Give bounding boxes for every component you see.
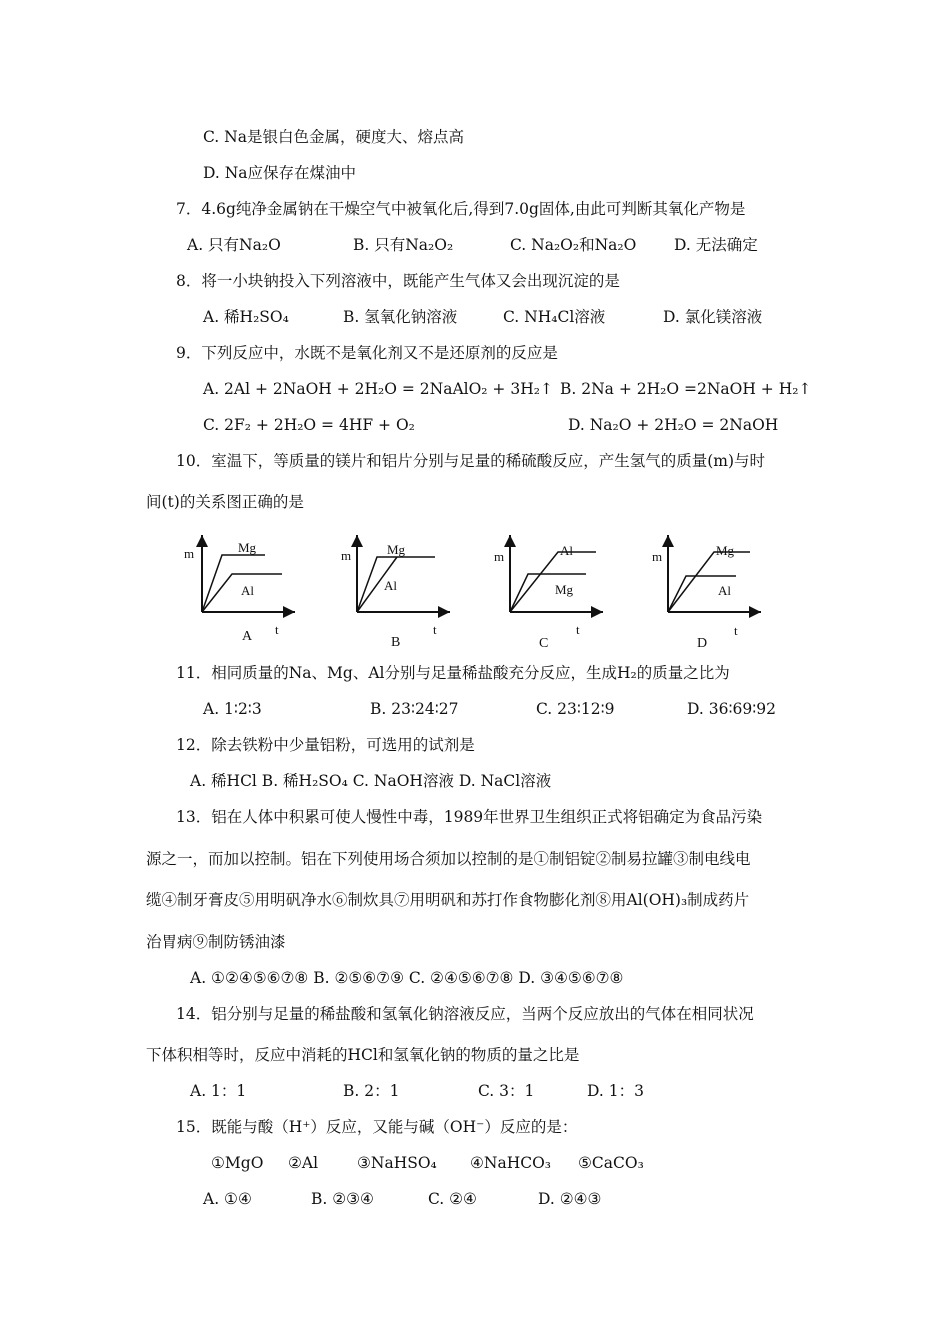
q11-option-d: D. 36∶69∶92 [687, 700, 776, 718]
graph-b [335, 530, 475, 655]
q9-option-a: A. 2Al + 2NaOH + 2H₂O = 2NaAlO₂ + 3H₂↑ [203, 380, 553, 398]
q8-option-c: C. NH₄Cl溶液 [503, 308, 606, 326]
q12-stem: 12．除去铁粉中少量铝粉，可选用的试剂是 [176, 736, 475, 754]
q15-item-5: ⑤CaCO₃ [578, 1154, 644, 1172]
graph-option-label: A [242, 629, 253, 644]
q14-option-a: A. 1：1 [190, 1082, 247, 1100]
curve-upper-label: Mg [387, 542, 406, 557]
q10-stem-line1: 10．室温下，等质量的镁片和铝片分别与足量的稀硫酸反应，产生氢气的质量(m)与时 [176, 452, 766, 470]
q11-option-a: A. 1∶2∶3 [203, 700, 262, 718]
q13-stem-line2: 源之一，而加以控制。铝在下列使用场合须加以控制的是①制铝锭②制易拉罐③制电线电 [146, 850, 751, 868]
q13-options: A. ①②④⑤⑥⑦⑧ B. ②⑤⑥⑦⑨ C. ②④⑤⑥⑦⑧ D. ③④⑤⑥⑦⑧ [190, 969, 624, 987]
graph-a-svg [180, 530, 320, 655]
curve-upper [202, 555, 265, 612]
q11-option-c: C. 23∶12∶9 [536, 700, 615, 718]
q15-item-2: ②Al [288, 1154, 319, 1172]
graph-option-label: C [539, 636, 549, 651]
q13-stem-line4: 治胃病⑨制防锈油漆 [146, 933, 286, 951]
q7-option-b: B. 只有Na₂O₂ [353, 236, 454, 254]
graph-d [646, 530, 786, 655]
q15-option-d: D. ②④③ [538, 1190, 602, 1208]
curve-lower-label: Al [384, 578, 397, 593]
q11-stem: 11．相同质量的Na、Mg、Al分别与足量稀盐酸充分反应，生成H₂的质量之比为 [176, 664, 730, 682]
q14-option-c: C. 3：1 [478, 1082, 535, 1100]
x-axis-label: t [576, 622, 580, 637]
q12-options: A. 稀HCl B. 稀H₂SO₄ C. NaOH溶液 D. NaCl溶液 [190, 772, 552, 790]
x-axis-label: t [275, 622, 279, 637]
graph-d-svg [646, 530, 786, 655]
y-axis-label: m [652, 549, 663, 564]
q15-stem: 15．既能与酸（H⁺）反应，又能与碱（OH⁻）反应的是： [176, 1118, 578, 1136]
curve-upper-label: Al [560, 543, 573, 558]
q7-option-c: C. Na₂O₂和Na₂O [510, 236, 637, 254]
q15-item-1: ①MgO [211, 1154, 264, 1172]
curve-upper [668, 552, 750, 612]
q10-stem-line2: 间(t)的关系图正确的是 [146, 493, 304, 511]
graph-b-svg [335, 530, 475, 655]
graph-c-svg [488, 530, 628, 655]
q9-option-d: D. Na₂O + 2H₂O = 2NaOH [568, 416, 779, 434]
graph-a [180, 530, 320, 655]
q9-stem: 9．下列反应中，水既不是氧化剂又不是还原剂的反应是 [176, 344, 558, 362]
q15-option-b: B. ②③④ [311, 1190, 374, 1208]
q13-stem-line3: 缆④制牙膏皮⑤用明矾净水⑥制炊具⑦用明矾和苏打作食物膨化剂⑧用Al(OH)₃制成药片 [146, 891, 750, 909]
q15-option-a: A. ①④ [203, 1190, 252, 1208]
curve-upper-label: Mg [238, 540, 257, 555]
q15-item-4: ④NaHCO₃ [470, 1154, 551, 1172]
q13-stem-line1: 13．铝在人体中积累可使人慢性中毒，1989年世界卫生组织正式将铝确定为食品污染 [176, 808, 763, 826]
curve-lower [510, 574, 586, 612]
x-axis-label: t [433, 622, 437, 637]
q7-stem: 7．4.6g纯净金属钠在干燥空气中被氧化后,得到7.0g固体,由此可判断其氧化产物是 [176, 200, 746, 218]
y-axis-label: m [184, 546, 195, 561]
curve-upper-label: Mg [716, 543, 735, 558]
q8-stem: 8．将一小块钠投入下列溶液中，既能产生气体又会出现沉淀的是 [176, 272, 620, 290]
q7-option-a: A. 只有Na₂O [187, 236, 281, 254]
q11-option-b: B. 23∶24∶27 [370, 700, 459, 718]
q8-option-b: B. 氢氧化钠溶液 [343, 308, 458, 326]
q9-option-b: B. 2Na + 2H₂O =2NaOH + H₂↑ [560, 380, 812, 398]
x-axis-label: t [734, 623, 738, 638]
q6-option-c: C. Na是银白色金属，硬度大、熔点高 [203, 128, 464, 146]
graph-c [488, 530, 628, 655]
q15-item-3: ③NaHSO₄ [357, 1154, 437, 1172]
y-axis-label: m [494, 549, 505, 564]
y-axis-label: m [341, 548, 352, 563]
q14-option-d: D. 1：3 [587, 1082, 644, 1100]
graph-option-label: D [697, 636, 708, 651]
graph-option-label: B [391, 635, 401, 650]
curve-lower-label: Al [718, 583, 731, 598]
q8-option-a: A. 稀H₂SO₄ [203, 308, 289, 326]
q8-option-d: D. 氯化镁溶液 [663, 308, 763, 326]
q14-option-b: B. 2：1 [343, 1082, 400, 1100]
curve-upper [510, 552, 596, 612]
q7-option-d: D. 无法确定 [674, 236, 758, 254]
curve-lower-label: Al [241, 583, 254, 598]
q15-option-c: C. ②④ [428, 1190, 477, 1208]
q9-option-c: C. 2F₂ + 2H₂O = 4HF + O₂ [203, 416, 415, 434]
q6-option-d: D. Na应保存在煤油中 [203, 164, 357, 182]
curve-lower-label: Mg [555, 582, 574, 597]
q14-stem-line2: 下体积相等时，反应中消耗的HCl和氢氧化钠的物质的量之比是 [146, 1046, 580, 1064]
q14-stem-line1: 14．铝分别与足量的稀盐酸和氢氧化钠溶液反应，当两个反应放出的气体在相同状况 [176, 1005, 754, 1023]
